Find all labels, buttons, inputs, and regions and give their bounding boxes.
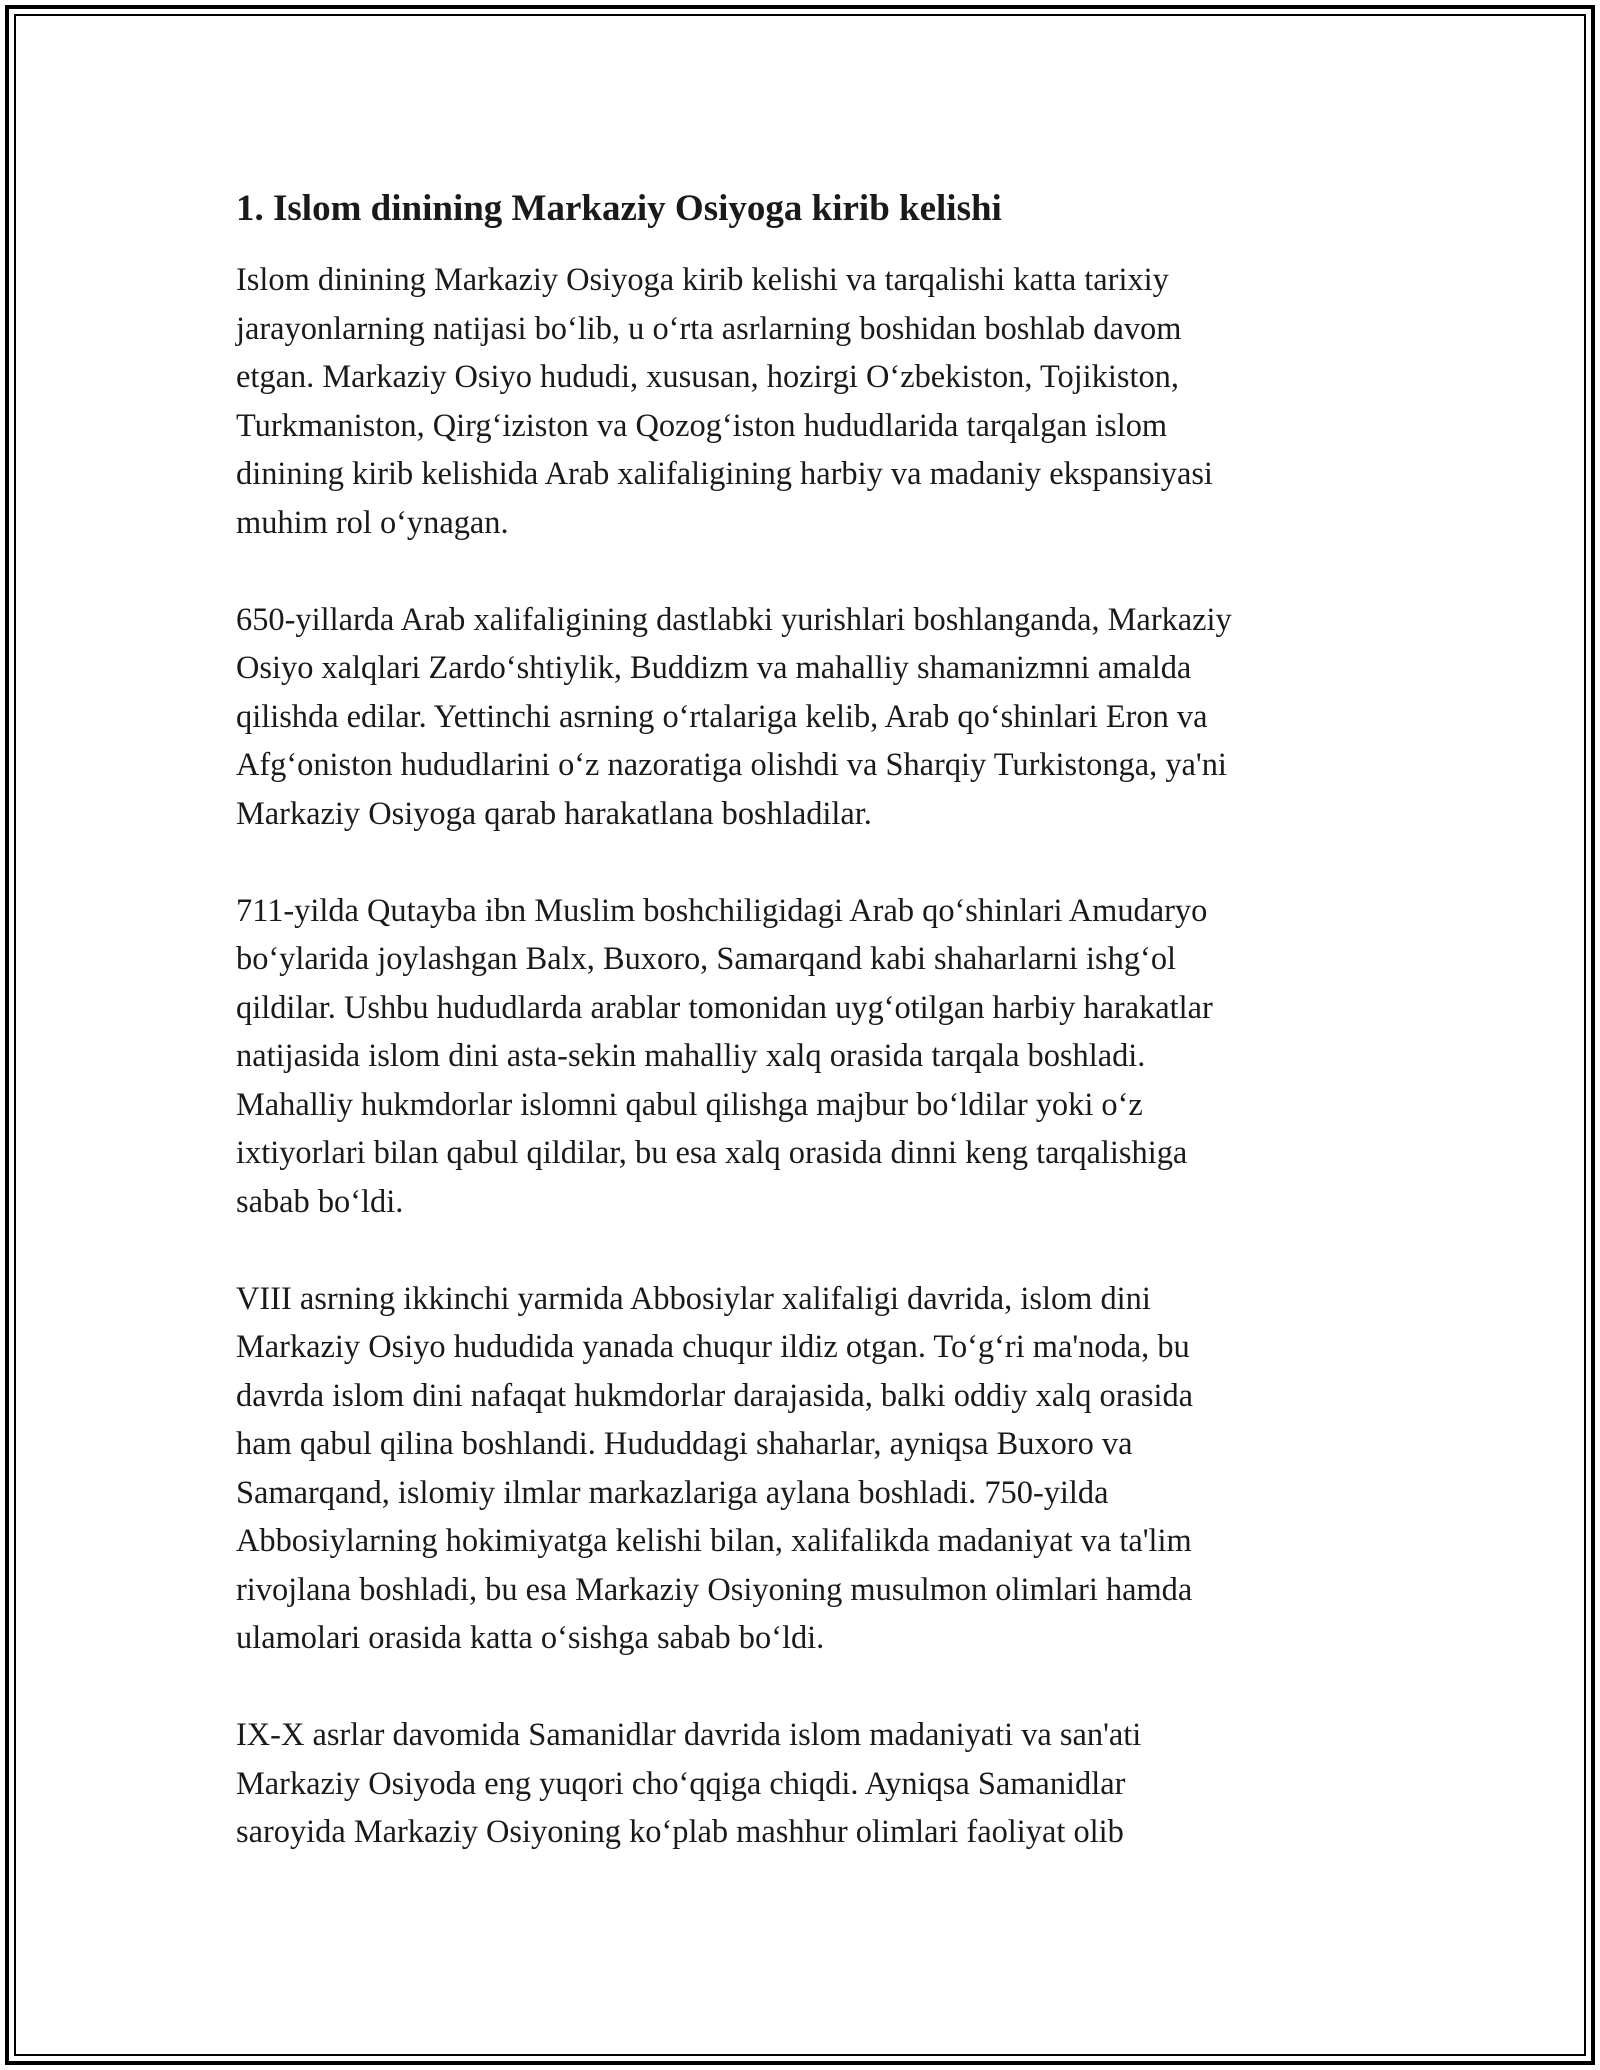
text-line: Markaziy Osiyoda eng yuqori cho‘qqiga chiqdi. Ayniqsa Samanidlar [236, 1765, 1126, 1802]
text-line: Afg‘oniston hududlarini o‘z nazoratiga olishdi va Sharqiy Turkistonga, ya'ni [236, 747, 1227, 783]
text-line: ixtiyorlari bilan qabul qildilar, bu esa xalq orasida dinni keng tarqalishiga [236, 1135, 1188, 1171]
text-line: Markaziy Osiyo hududida yanada chuqur ildiz otgan. To‘g‘ri ma'noda, bu [236, 1329, 1190, 1365]
text-line: etgan. Markaziy Osiyo hududi, xususan, hozirgi O‘zbekiston, Tojikiston, [236, 359, 1179, 395]
text-line: ham qabul qilina boshlandi. Hududdagi shaharlar, ayniqsa Buxoro va [236, 1426, 1133, 1462]
text-line: Mahalliy hukmdorlar islomni qabul qilishga majbur bo‘ldilar yoki o‘z [236, 1086, 1143, 1123]
text-line: Samarqand, islomiy ilmlar markazlariga aylana boshladi. 750-yilda [236, 1474, 1109, 1511]
text-line: sabab bo‘ldi. [236, 1183, 404, 1220]
text-line: Islom dinining Markaziy Osiyoga kirib kelishi va tarqalishi katta tarixiy [236, 262, 1169, 298]
text-line: saroyida Markaziy Osiyoning ko‘plab mashhur olimlari faoliyat olib [236, 1814, 1124, 1850]
text-line: rivojlana boshladi, bu esa Markaziy Osiyoning musulmon olimlari hamda [236, 1571, 1193, 1608]
text-line: jarayonlarning natijasi bo‘lib, u o‘rta asrlarning boshidan boshlab davom [236, 310, 1182, 347]
paragraph [236, 1275, 1396, 1663]
text-line: Abbosiylarning hokimiyatga kelishi bilan, xalifalikda madaniyat va ta'lim [236, 1523, 1192, 1559]
paragraph [236, 887, 1396, 1227]
text-line: IX-X asrlar davomida Samanidlar davrida islom madaniyati va san'ati [236, 1717, 1142, 1753]
text-line: 711-yilda Qutayba ibn Muslim boshchiligidagi Arab qo‘shinlari Amudaryo [236, 892, 1208, 929]
text-line: natijasida islom dini asta-sekin mahalliy xalq orasida tarqala boshladi. [236, 1038, 1146, 1074]
text-line: bo‘ylarida joylashgan Balx, Buxoro, Samarqand kabi shaharlarni ishg‘ol [236, 941, 1177, 977]
document-body [236, 185, 1396, 1905]
text-line: 650-yillarda Arab xalifaligining dastlabki yurishlari boshlanganda, Markaziy [236, 601, 1232, 638]
text-line: ulamolari orasida katta o‘sishga sabab bo‘ldi. [236, 1620, 825, 1656]
section-heading: 1. Islom dinining Markaziy Osiyoga kirib kelishi [236, 188, 1002, 229]
text-line: VIII asrning ikkinchi yarmida Abbosiylar xalifaligi davrida, islom dini [236, 1280, 1151, 1317]
text-line: Markaziy Osiyoga qarab harakatlana boshladilar. [236, 795, 872, 832]
text-line: Turkmaniston, Qirg‘iziston va Qozog‘iston hududlarida tarqalgan islom [236, 407, 1168, 444]
text-line: muhim rol o‘ynagan. [236, 504, 509, 541]
paragraph [236, 596, 1396, 839]
text-line: qildilar. Ushbu hududlarda arablar tomonidan uyg‘otilgan harbiy harakatlar [236, 989, 1213, 1026]
text-line: davrda islom dini nafaqat hukmdorlar darajasida, balki oddiy xalq orasida [236, 1377, 1194, 1414]
text-line: Osiyo xalqlari Zardo‘shtiylik, Buddizm va mahalliy shamanizmni amalda [236, 650, 1192, 686]
text-line: qilishda edilar. Yettinchi asrning o‘rtalariga kelib, Arab qo‘shinlari Eron va [236, 698, 1208, 735]
paragraph [236, 1711, 1396, 1857]
paragraph [236, 256, 1396, 547]
text-line: dinining kirib kelishida Arab xalifaligining harbiy va madaniy ekspansiyasi [236, 456, 1213, 492]
